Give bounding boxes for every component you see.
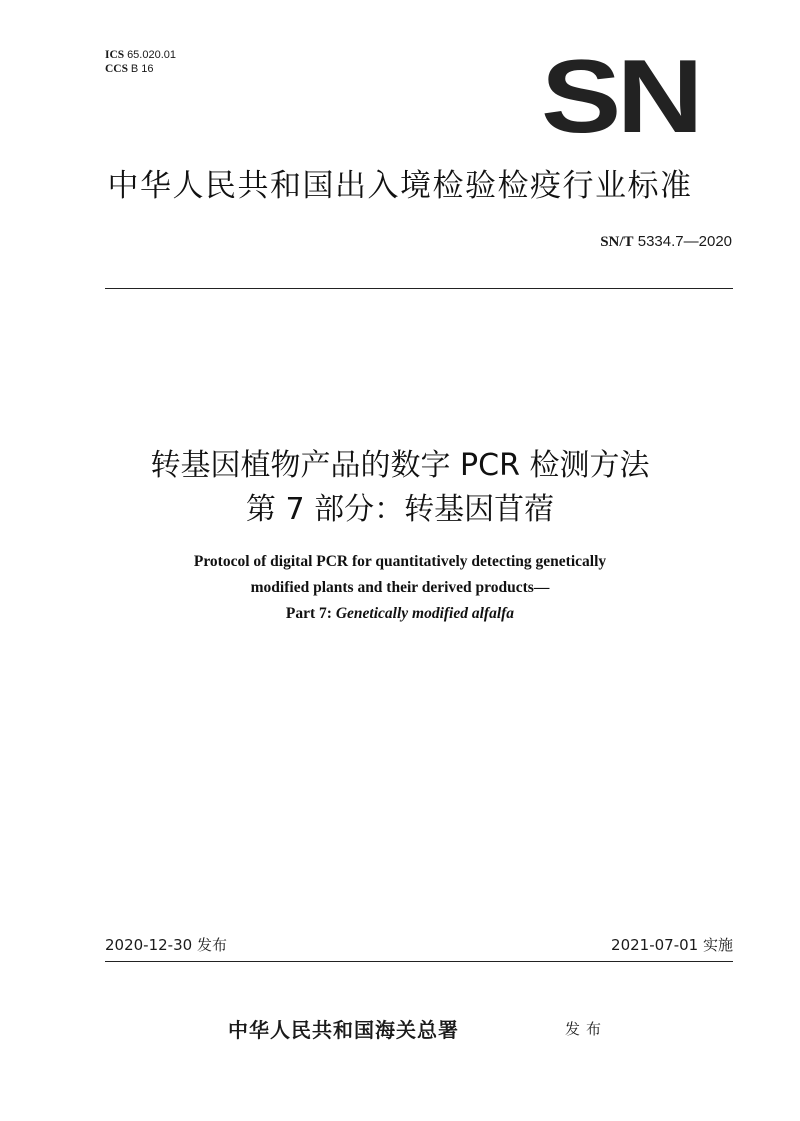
sn-logo-text: SN — [541, 52, 699, 140]
bottom-divider — [105, 961, 733, 962]
ics-code: 65.020.01 — [127, 49, 176, 61]
issuer-name: 中华人民共和国海关总署 — [228, 1018, 459, 1042]
top-divider — [105, 288, 733, 289]
title-en-line1: Protocol of digital PCR for quantitatively detecting genetically — [193, 553, 607, 570]
title-en-line2: modified plants and their derived products— — [250, 579, 550, 596]
standard-prefix: SN/T — [600, 234, 634, 250]
title-en-line3 — [0, 602, 800, 626]
ics-label: ICS — [105, 49, 125, 61]
issuer-action: 发布 — [565, 1020, 608, 1038]
title-zh-line2: 第 7 部分：转基因苜蓿 — [245, 492, 555, 527]
ccs-code: B 16 — [130, 63, 154, 75]
sn-logo — [540, 52, 700, 140]
classification-codes — [105, 48, 176, 76]
ics-line — [105, 48, 176, 62]
industry-standard-title: 中华人民共和国出入境检验检疫行业标准 — [107, 168, 693, 204]
standard-number: 5334.7—2020 — [637, 233, 732, 250]
issue-date: 2020-12-30 发布 — [105, 936, 227, 954]
title-en-part-name: Genetically modified alfalfa — [335, 605, 515, 622]
implement-date: 2021-07-01 实施 — [611, 936, 733, 954]
title-zh-line1: 转基因植物产品的数字 PCR 检测方法 — [150, 448, 650, 483]
standard-code — [600, 233, 732, 251]
ccs-line — [105, 62, 176, 76]
title-en-part-label: Part 7: — [285, 605, 332, 622]
ccs-label: CCS — [105, 63, 129, 75]
